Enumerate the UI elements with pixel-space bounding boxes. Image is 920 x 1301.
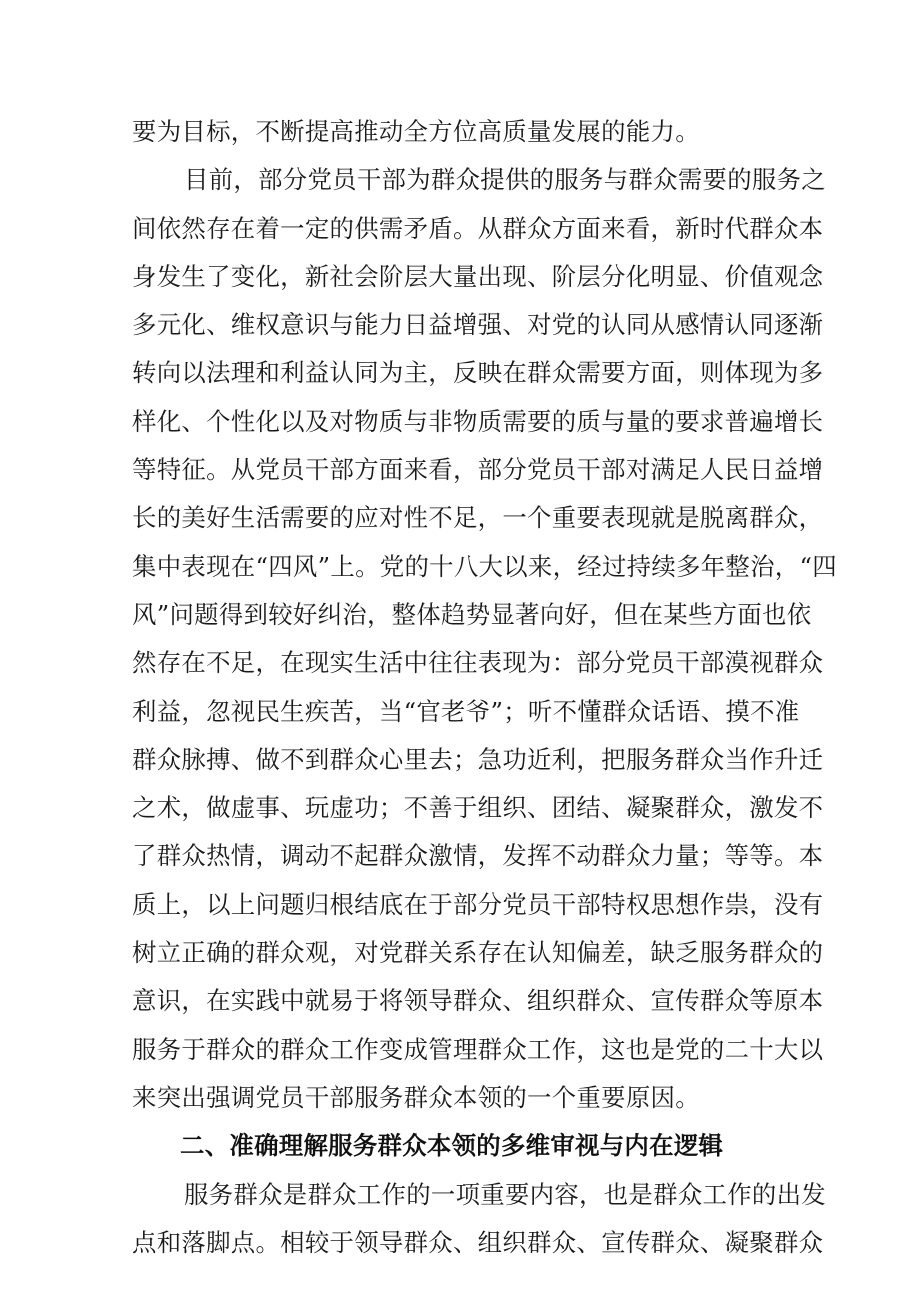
text-line: 然存在不足，在现实生活中往往表现为：部分党员干部漠视群众 <box>132 648 824 678</box>
text-line: 意识，在实践中就易于将领导群众、组织群众、宣传群众等原本 <box>132 986 824 1016</box>
text-line: 长的美好生活需要的应对性不足，一个重要表现就是脱离群众， <box>132 503 824 533</box>
paragraph-1 <box>132 108 796 156</box>
text-line: 了群众热情，调动不起群众激情，发挥不动群众力量；等等。本 <box>132 841 824 871</box>
text-line: 风”问题得到较好纠治，整体趋势显著向好，但在某些方面也依 <box>132 599 812 629</box>
text-line: 点和落脚点。相较于领导群众、组织群众、宣传群众、凝聚群众 <box>132 1227 824 1257</box>
text-line: 之术，做虚事、玩虚功；不善于组织、团结、凝聚群众，激发不 <box>132 793 824 823</box>
text-line: 利益，忽视民生疾苦，当“官老爷”；听不懂群众话语、摸不准 <box>132 696 800 726</box>
document-body <box>132 108 837 1267</box>
section-heading: 二、准确理解服务群众本领的多维审视与内在逻辑 <box>180 1131 724 1161</box>
paragraph-2 <box>132 156 837 1122</box>
text-line: 服务群众是群众工作的一项重要内容，也是群众工作的出发 <box>184 1179 826 1209</box>
text-line: 样化、个性化以及对物质与非物质需要的质与量的要求普遍增长 <box>132 406 824 436</box>
text-line: 群众脉搏、做不到群众心里去；急功近利，把服务群众当作升迁 <box>132 744 824 774</box>
text-line: 转向以法理和利益认同为主，反映在群众需要方面，则体现为多 <box>132 358 824 388</box>
text-line: 身发生了变化，新社会阶层大量出现、阶层分化明显、价值观念 <box>132 261 824 291</box>
text-line: 来突出强调党员干部服务群众本领的一个重要原因。 <box>132 1082 700 1112</box>
text-line: 树立正确的群众观，对党群关系存在认知偏差，缺乏服务群众的 <box>132 938 824 968</box>
text-line: 多元化、维权意识与能力日益增强、对党的认同从感情认同逐渐 <box>132 310 824 340</box>
text-line: 等特征。从党员干部方面来看，部分党员干部对满足人民日益增 <box>132 455 824 485</box>
text-line: 要为目标，不断提高推动全方位高质量发展的能力。 <box>132 117 700 146</box>
paragraph-3 <box>132 1171 826 1268</box>
text-line: 服务于群众的群众工作变成管理群众工作，这也是党的二十大以 <box>132 1034 824 1064</box>
text-line: 集中表现在“四风”上。党的十八大以来，经过持续多年整治，“四 <box>132 551 837 581</box>
text-line: 质上，以上问题归根结底在于部分党员干部特权思想作祟，没有 <box>132 889 824 919</box>
text-line: 目前，部分党员干部为群众提供的服务与群众需要的服务之 <box>184 165 826 195</box>
text-line: 间依然存在着一定的供需矛盾。从群众方面来看，新时代群众本 <box>132 213 824 243</box>
